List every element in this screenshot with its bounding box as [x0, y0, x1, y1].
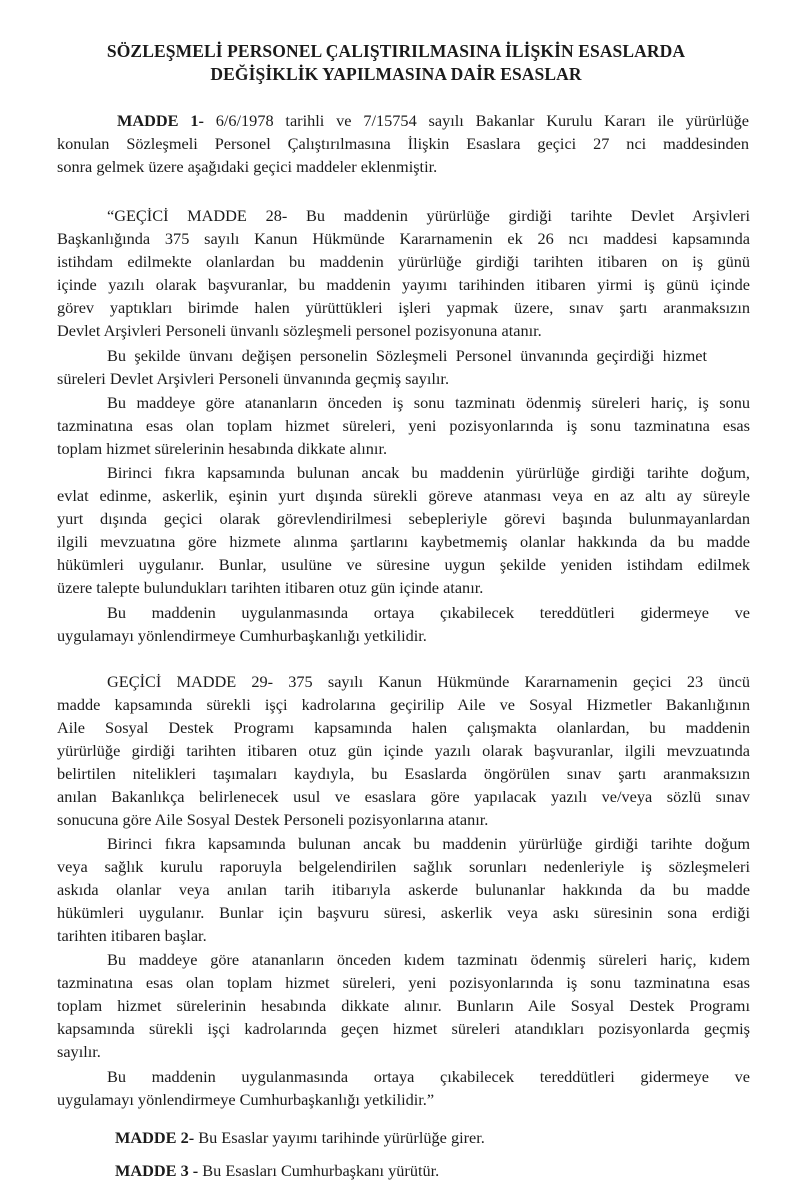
gecici-29-p1-line-3: Aile Sosyal Destek Programı kapsamında halen çalışmakta olanlardan, bu maddenin	[57, 718, 750, 737]
madde-3-text: Bu Esasları Cumhurbaşkanı yürütür.	[198, 1161, 440, 1180]
madde-1-line-3: sonra gelmek üzere aşağıdaki geçici maddeler eklenmiştir.	[57, 157, 438, 176]
gecici-28-p1-line-2: Başkanlığında 375 sayılı Kanun Hükmünde Kararnamenin ek 26 ncı maddesi kapsamında	[57, 229, 750, 248]
madde-1-line-2: konulan Sözleşmeli Personel Çalıştırılmasına İlişkin Esaslara geçici 27 nci maddesinden	[57, 134, 749, 153]
gecici-28-p5-line-2: uygulamayı yönlendirmeye Cumhurbaşkanlığı yetkilidir.	[57, 626, 427, 645]
gecici-28-p1-line-1: “GEÇİCİ MADDE 28- Bu maddenin yürürlüğe girdiği tarihte Devlet Arşivleri	[107, 206, 750, 225]
madde-2-label: MADDE 2-	[115, 1128, 195, 1147]
madde-2-text: Bu Esaslar yayımı tarihinde yürürlüğe girer.	[194, 1128, 485, 1147]
gecici-28-p1-line-4: içinde yazılı olarak başvuranlar, bu maddenin yayımı tarihinden itibaren yirmi iş günü içinde	[57, 275, 750, 294]
madde-3-line	[115, 1161, 439, 1181]
gecici-29-p3-line-3: toplam hizmet sürelerinin hesabında dikkate alınır. Bunların Aile Sosyal Destek Programı	[57, 996, 750, 1015]
gecici-29-p2-line-2: veya sağlık kurulu raporuyla belgelendirilen sağlık sorunları nedenleriyle iş sözleşmeleri	[57, 857, 750, 876]
gecici-29-p3-line-1: Bu maddeye göre atananların önceden kıdem tazminatı ödenmiş süreleri hariç, kıdem	[107, 950, 750, 969]
gecici-28-p5-line-1: Bu maddenin uygulanmasında ortaya çıkabilecek tereddütleri gidermeye ve	[107, 603, 750, 622]
gecici-29-p2-line-4: hükümleri uygulanır. Bunlar için başvuru süresi, askerlik veya askı süresinin sona erdiği	[57, 903, 750, 922]
gecici-29-p4-line-1: Bu maddenin uygulanmasında ortaya çıkabilecek tereddütleri gidermeye ve	[107, 1067, 750, 1086]
gecici-28-p4-line-2: evlat edinme, askerlik, eşinin yurt dışında sürekli göreve atanması veya en az altı ay süreyle	[57, 486, 750, 505]
gecici-28-p3-line-3: toplam hizmet sürelerinin hesabında dikkate alınır.	[57, 439, 388, 458]
madde-3-label: MADDE 3 -	[115, 1161, 199, 1180]
document-title-line-1: SÖZLEŞMELİ PERSONEL ÇALIŞTIRILMASINA İLİŞKİN ESASLARDA	[106, 41, 686, 61]
gecici-28-p4-line-3: yurt dışında geçici olarak görevlendirilmesi sebepleriyle görevi başında bulunmayanlardan	[57, 509, 750, 528]
gecici-28-p4-line-5: hükümleri uygulanır. Bunlar, usulüne ve süresine uygun şekilde yeniden istihdam edilmek	[57, 555, 750, 574]
gecici-29-p1-line-6: anılan Bakanlıkça belirlenecek usul ve esaslara göre yapılacak yazılı ve/veya sözlü sınav	[57, 787, 750, 806]
document-title-line-2: DEĞİŞİKLİK YAPILMASINA DAİR ESASLAR	[210, 64, 582, 84]
gecici-28-p2-line-2: süreleri Devlet Arşivleri Personeli ünvanında geçmiş sayılır.	[57, 369, 450, 388]
madde-1-text: 6/6/1978 tarihli ve 7/15754 sayılı Bakanlar Kurulu Kararı ile yürürlüğe	[203, 111, 749, 130]
gecici-29-p3-line-5: sayılır.	[57, 1042, 101, 1061]
gecici-28-p1-line-5: görev yaptıkları birimde halen yürüttükleri işleri yapmak üzere, sınav şartı aranmaksızın	[57, 298, 750, 317]
gecici-29-p1-line-5: belirtilen nitelikleri taşımaları kaydıyla, bu Esaslarda öngörülen sınav şartı aranmaksızın	[57, 764, 750, 783]
gecici-29-p2-line-1: Birinci fıkra kapsamında bulunan ancak bu maddenin yürürlüğe girdiği tarihte doğum	[107, 834, 750, 853]
gecici-29-p3-line-4: kapsamında sürekli işçi kadrolarında geçen hizmet süreleri atandıkları pozisyonlarda geçmiş	[57, 1019, 750, 1038]
gecici-29-p4-line-2: uygulamayı yönlendirmeye Cumhurbaşkanlığı yetkilidir.”	[57, 1090, 435, 1109]
gecici-28-p3-line-2: tazminatına esas olan toplam hizmet süreleri, yeni pozisyonlarında iş sonu tazminatına esas	[57, 416, 750, 435]
gecici-29-p1-line-7: sonucuna göre Aile Sosyal Destek Personeli pozisyonlarına atanır.	[57, 810, 489, 829]
gecici-29-p2-line-5: tarihten itibaren başlar.	[57, 926, 207, 945]
gecici-28-p1-line-3: istihdam edilmekte olanlardan bu maddenin yürürlüğe girdiği tarihten itibaren on iş günü	[57, 252, 750, 271]
gecici-28-p3-line-1: Bu maddeye göre atananların önceden iş sonu tazminatı ödenmiş süreleri hariç, iş sonu	[107, 393, 750, 412]
gecici-29-p3-line-2: tazminatına esas olan toplam hizmet süreleri, yeni pozisyonlarında iş sonu tazminatına esas	[57, 973, 750, 992]
gecici-28-p4-line-1: Birinci fıkra kapsamında bulunan ancak bu maddenin yürürlüğe girdiği tarihte doğum,	[107, 463, 750, 482]
gecici-28-p2-line-1: Bu şekilde ünvanı değişen personelin Sözleşmeli Personel ünvanında geçirdiği hizmet	[107, 346, 707, 365]
gecici-28-p1-line-6: Devlet Arşivleri Personeli ünvanlı sözleşmeli personel pozisyonuna atanır.	[57, 321, 542, 340]
gecici-29-p2-line-3: askıda olanlar veya anılan tarih itibarıyla askerde bulunanlar hakkında da bu madde	[57, 880, 750, 899]
gecici-29-p1-line-2: madde kapsamında sürekli işçi kadrolarına geçirilip Aile ve Sosyal Hizmetler Bakanlığının	[57, 695, 750, 714]
gecici-28-p4-line-4: ilgili mevzuatına göre hizmete alınma şartlarını kaybetmemiş olanlar hakkında da bu madde	[57, 532, 750, 551]
madde-1-label: MADDE 1-	[117, 111, 204, 130]
madde-2-line	[115, 1128, 485, 1148]
madde-1-line-1	[117, 111, 749, 132]
gecici-29-p1-line-4: yürürlüğe girdiği tarihten itibaren otuz gün içinde yazılı olarak başvuranlar, ilgili mevzuatında	[57, 741, 750, 760]
gecici-29-p1-line-1: GEÇİCİ MADDE 29- 375 sayılı Kanun Hükmünde Kararnamenin geçici 23 üncü	[107, 672, 750, 691]
gecici-28-p4-line-6: üzere talepte bulundukları tarihten itibaren otuz gün içinde atanır.	[57, 578, 484, 597]
